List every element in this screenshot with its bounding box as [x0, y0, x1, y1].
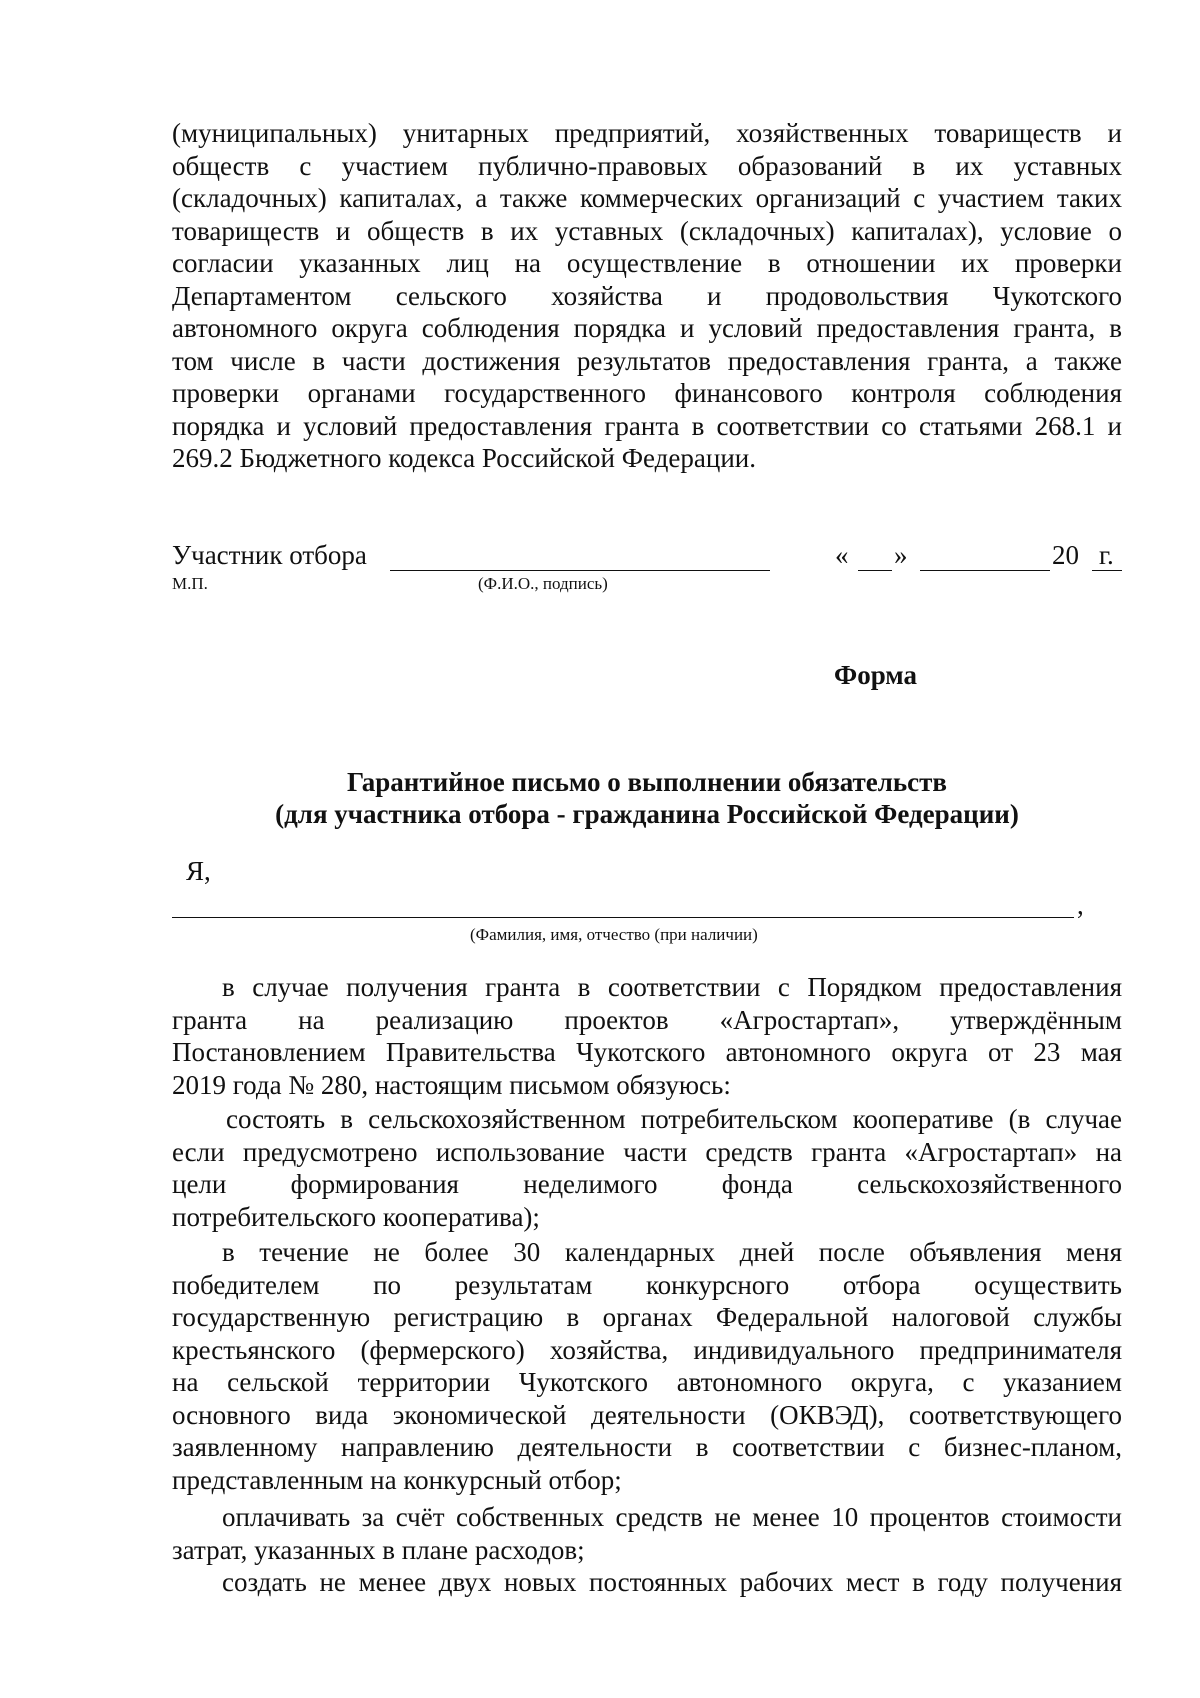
fio-comma: , [1077, 890, 1084, 920]
paragraph-line: согласии указанных лиц на осуществление в отношении их проверки [172, 248, 1122, 278]
paragraph-line: в течение не более 30 календарных дней после объявления меня [222, 1237, 1122, 1267]
date-year-suffix: г. [1099, 540, 1114, 570]
paragraph-line: 2019 года № 280, настоящим письмом обязуюсь: [172, 1069, 731, 1100]
form-label: Форма [834, 660, 918, 690]
paragraph-line: потребительского кооператива); [172, 1201, 540, 1232]
paragraph-line: проверки органами государственного финансового контроля соблюдения [172, 378, 1122, 408]
body-paragraph-4 [172, 1501, 1122, 1566]
applicant-pronoun: Я, [186, 856, 211, 886]
paragraph-line: крестьянского (фермерского) хозяйства, индивидуального предпринимателя [172, 1334, 1122, 1365]
date-year-prefix: 20 [1052, 540, 1079, 570]
signature-row [172, 540, 1122, 580]
fio-blank-line[interactable] [172, 917, 1074, 918]
paragraph-line: заявленному направлению деятельности в соответствии с бизнес-планом, [172, 1432, 1122, 1462]
paragraph-line: государственную регистрацию в органах Федеральной налоговой службы [172, 1302, 1122, 1332]
paragraph-line: Департаментом сельского хозяйства и продовольствия Чукотского [172, 280, 1122, 311]
body-paragraph-3 [172, 1236, 1122, 1496]
paragraph-line: оплачивать за счёт собственных средств не менее 10 процентов стоимости [222, 1502, 1122, 1532]
paragraph-line: в случае получения гранта в соответствии с Порядком предоставления [222, 972, 1122, 1002]
body-paragraph-1 [172, 971, 1122, 1101]
paragraph-line: автономного округа соблюдения порядка и условий предоставления гранта, в [172, 313, 1122, 343]
signature-blank-line[interactable] [390, 570, 770, 571]
paragraph-line: товариществ и обществ в их уставных (складочных) капиталах), условие о [172, 215, 1122, 246]
paragraph-line: том числе в части достижения результатов предоставления гранта, а также [172, 345, 1122, 376]
paragraph-line: (муниципальных) унитарных предприятий, хозяйственных товариществ и [172, 118, 1122, 148]
date-close-quote: » [894, 540, 908, 570]
paragraph-line: обществ с участием публично-правовых образований в их уставных [172, 150, 1122, 181]
paragraph-line: Постановлением Правительства Чукотского автономного округа от 23 мая [172, 1037, 1122, 1067]
paragraph-line: цели формирования неделимого фонда сельскохозяйственного [172, 1169, 1122, 1199]
paragraph-line: представленным на конкурсный отбор; [172, 1464, 622, 1495]
paragraph-line: победителем по результатам конкурсного отбора осуществить [172, 1269, 1122, 1300]
date-day-blank[interactable] [858, 570, 892, 571]
paragraph-line: создать не менее двух новых постоянных рабочих мест в году получения [222, 1567, 1122, 1597]
paragraph-line: состоять в сельскохозяйственном потребительском кооперативе (в случае [226, 1104, 1122, 1134]
paragraph-line: затрат, указанных в плане расходов; [172, 1534, 585, 1565]
fio-caption: (Фамилия, имя, отчество (при наличии) [470, 925, 758, 944]
signature-caption: (Ф.И.О., подпись) [478, 574, 608, 593]
letter-title: Гарантийное письмо о выполнении обязательств [346, 767, 947, 797]
participant-label: Участник отбора [172, 540, 367, 570]
paragraph-line: гранта на реализацию проектов «Агростартап», утверждённым [172, 1004, 1122, 1035]
paragraph-line: (складочных) капиталах, а также коммерческих организаций с участием таких [172, 183, 1122, 213]
paragraph-line: порядка и условий предоставления гранта в соответствии со статьями 268.1 и [172, 410, 1122, 441]
letter-subtitle: (для участника отбора - гражданина Российской Федерации) [275, 799, 1019, 829]
paragraph-line: 269.2 Бюджетного кодекса Российской Федерации. [172, 443, 756, 473]
paragraph-continuation [172, 117, 1122, 475]
paragraph-line: на сельской территории Чукотского автономного округа, с указанием [172, 1367, 1122, 1397]
body-paragraph-5 [172, 1566, 1122, 1599]
paragraph-line: если предусмотрено использование части средств гранта «Агростартап» на [172, 1136, 1122, 1167]
date-month-blank[interactable] [920, 570, 1050, 571]
paragraph-line: основного вида экономической деятельности (ОКВЭД), соответствующего [172, 1399, 1122, 1430]
body-paragraph-2 [172, 1103, 1122, 1233]
stamp-placeholder: М.П. [172, 574, 208, 593]
date-open-quote: « [835, 540, 849, 570]
